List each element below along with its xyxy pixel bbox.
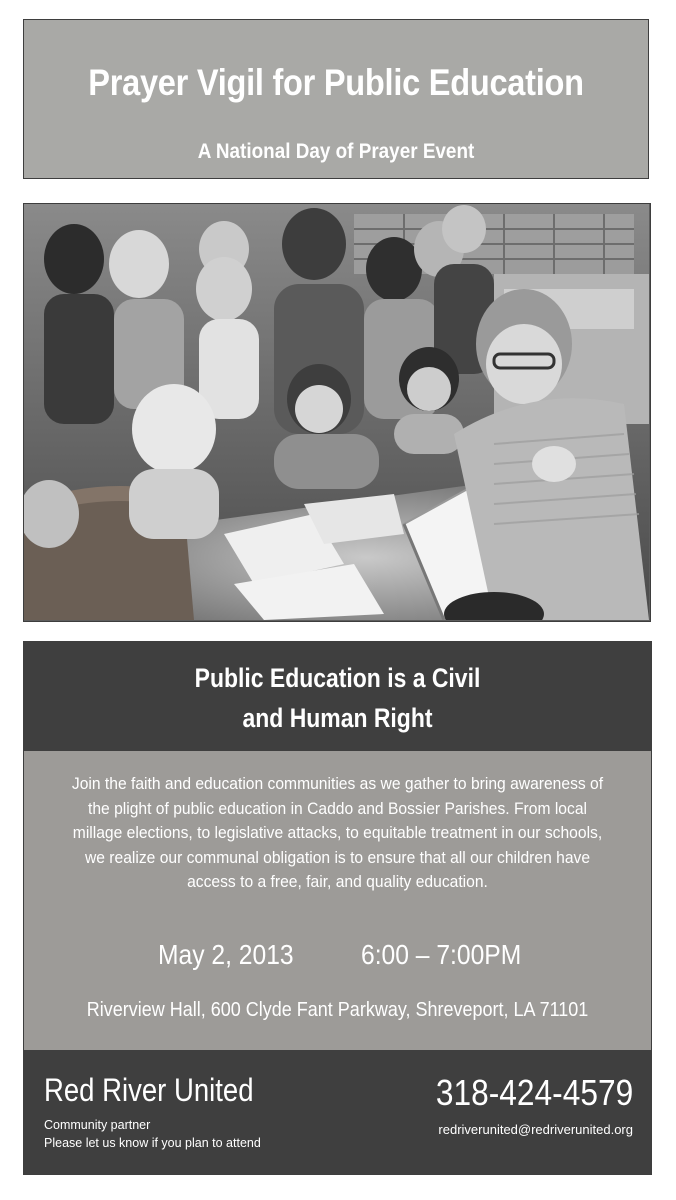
- org-name: Red River United: [44, 1072, 254, 1108]
- rsvp-note: Please let us know if you plan to attend: [44, 1136, 261, 1150]
- org-role: Community partner: [44, 1118, 151, 1132]
- headline-line-1: Public Education is a Civil: [194, 663, 481, 693]
- headline-line-2: and Human Right: [242, 703, 433, 733]
- event-address: Riverview Hall, 600 Clyde Fant Parkway, Shreveport, LA 71101: [86, 999, 589, 1021]
- event-date: May 2, 2013: [158, 939, 294, 970]
- page-subtitle: A National Day of Prayer Event: [197, 140, 475, 163]
- page-title: Prayer Vigil for Public Education: [88, 62, 584, 103]
- phone-number: 318-424-4579: [435, 1072, 633, 1113]
- event-time: 6:00 – 7:00PM: [361, 939, 522, 970]
- header-box: [23, 19, 649, 179]
- info-card: [23, 641, 652, 1175]
- headline-band: [24, 642, 651, 751]
- classroom-photo-illustration: [24, 204, 649, 620]
- classroom-photo: [23, 203, 651, 622]
- footer-band: [24, 1050, 651, 1174]
- event-description: Join the faith and education communities as we gather to bring awareness of the plight of public education in Caddo and Bossier Parishes. From local millage elections, to legislative attacks, to equitable treatment in our schools, we realize our communal obligation is to ensure that all our children have access to a free, fair, and quality education.: [71, 774, 604, 891]
- email-address: redriverunited@redriverunited.org: [438, 1122, 633, 1137]
